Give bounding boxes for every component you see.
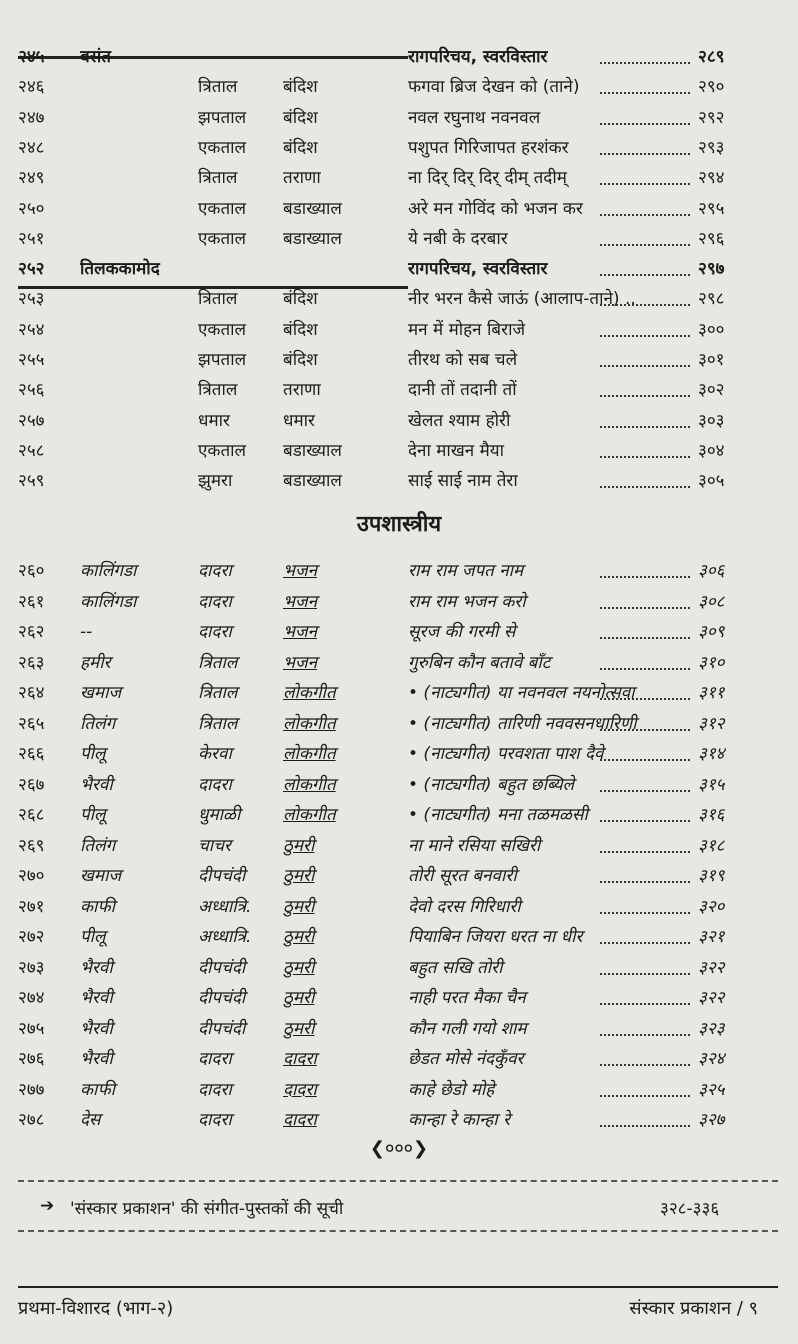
song-type: लोकगीत: [283, 774, 336, 795]
raga-name: खमाज: [80, 683, 122, 703]
page-number: ३०३: [698, 410, 725, 431]
taal-name: अध्धात्रि.: [198, 927, 252, 947]
song-type: बंदिश: [283, 350, 318, 370]
page-number: २९२: [698, 107, 725, 128]
song-title: ये नबी के दरबार: [408, 228, 508, 249]
page-number: ३२२: [698, 957, 725, 978]
entry-number: २५९: [18, 471, 45, 492]
page-number: ३०६: [698, 561, 725, 581]
taal-name: दीपचंदी: [198, 957, 246, 978]
taal-name: केरवा: [198, 744, 232, 764]
entry-number: २४५: [18, 47, 45, 67]
taal-name: धमार: [198, 410, 230, 431]
dot-leader: [600, 957, 690, 975]
raga-name: भैरवी: [80, 1018, 113, 1039]
dot-leader: [600, 319, 690, 337]
song-title: राम राम भजन करो: [408, 591, 526, 612]
dot-leader: [600, 440, 690, 458]
taal-name: दादरा: [198, 622, 232, 642]
dot-leader: [600, 652, 690, 670]
taal-name: त्रिताल: [198, 77, 238, 98]
raga-name: भैरवी: [80, 774, 113, 795]
song-title: • (नाट्यगीत) परवशता पाश दैवे: [408, 744, 604, 764]
dot-leader: [600, 228, 690, 246]
taal-name: चाचर: [198, 835, 231, 856]
toc-row: [0, 42, 798, 72]
page-number: ३२२: [698, 988, 725, 1008]
entry-number: २४८: [18, 137, 45, 158]
toc-row: [0, 831, 798, 861]
entry-number: २७६: [18, 1049, 45, 1069]
song-type: भजन: [283, 591, 317, 612]
song-title: रागपरिचय, स्वरविस्तार: [408, 47, 548, 67]
entry-number: २६८: [18, 805, 45, 825]
entry-number: २४६: [18, 77, 45, 98]
page-number: ३२१: [698, 927, 725, 947]
dot-leader: [600, 682, 690, 700]
song-title: काहे छेडो मोहे: [408, 1079, 495, 1100]
song-title: • (नाट्यगीत) या नवनवल नयनोत्सवा: [408, 683, 635, 703]
page-number: ३२३: [698, 1018, 725, 1039]
song-title: खेलत श्याम होरी: [408, 410, 511, 431]
dot-leader: [600, 107, 690, 125]
entry-number: २६०: [18, 561, 45, 581]
page-number: ३१२: [698, 713, 725, 734]
dot-leader: [600, 865, 690, 883]
song-type: बंदिश: [283, 107, 318, 128]
catalog-pages: ३२८-३३६: [660, 1199, 720, 1219]
song-title: फगवा ब्रिज देखन को (ताने): [408, 77, 580, 98]
song-type: बडाख्याल: [283, 198, 342, 219]
entry-number: २७०: [18, 866, 45, 886]
taal-name: दादरा: [198, 1049, 232, 1069]
entry-number: २६१: [18, 591, 45, 612]
page-number: २९७: [698, 259, 725, 280]
song-type: बंदिश: [283, 77, 318, 98]
raga-name: पीलू: [80, 805, 106, 825]
song-title: सूरज की गरमी से: [408, 622, 516, 642]
dot-leader: [600, 743, 690, 761]
raga-name: कालिंगडा: [80, 591, 137, 612]
dot-leader: [600, 198, 690, 216]
dot-leader: [600, 137, 690, 155]
toc-row: [0, 133, 798, 163]
song-type: दादरा: [283, 1110, 317, 1130]
toc-row: [0, 739, 798, 769]
song-type: लोकगीत: [283, 744, 336, 764]
raga-name: भैरवी: [80, 957, 113, 978]
entry-number: २७५: [18, 1018, 45, 1039]
entry-number: २७७: [18, 1079, 45, 1100]
page-number: ३१८: [698, 835, 725, 856]
song-type: लोकगीत: [283, 683, 336, 703]
raga-name: तिलककामोद: [80, 259, 160, 280]
entry-number: २५१: [18, 228, 45, 249]
page-number: ३२५: [698, 1079, 725, 1100]
song-title: तीरथ को सब चले: [408, 350, 518, 370]
raga-name: देस: [80, 1110, 101, 1130]
raga-name: हमीर: [80, 652, 111, 673]
toc-row: [0, 466, 798, 496]
taal-name: दादरा: [198, 1110, 232, 1130]
song-title: गुरुबिन कौन बतावे बाँट: [408, 652, 551, 673]
footer-page-number: संस्कार प्रकाशन / ९: [629, 1298, 758, 1319]
raga-name: तिलंग: [80, 835, 116, 856]
song-type: लोकगीत: [283, 805, 336, 825]
song-type: दादरा: [283, 1079, 317, 1100]
divider-dashed-bottom: [18, 1230, 778, 1232]
page-number: २९८: [698, 289, 725, 310]
song-type: बडाख्याल: [283, 471, 342, 492]
dot-leader: [600, 926, 690, 944]
song-title: ना माने रसिया सखिरी: [408, 835, 541, 856]
entry-number: २७२: [18, 927, 45, 947]
page-number: ३०२: [698, 380, 725, 401]
toc-row: [0, 556, 798, 586]
page-number: २८९: [698, 47, 725, 67]
song-title: नवल रघुनाथ नवनवल: [408, 107, 541, 128]
taal-name: एकताल: [198, 198, 247, 219]
song-type: बंदिश: [283, 289, 318, 310]
toc-row: [0, 983, 798, 1013]
taal-name: एकताल: [198, 228, 247, 249]
dot-leader: [600, 76, 690, 94]
page-number: २९६: [698, 228, 725, 249]
toc-row: [0, 1044, 798, 1074]
catalog-text: 'संस्कार प्रकाशन' की संगीत-पुस्तकों की सूची: [70, 1199, 344, 1219]
dot-leader: [600, 896, 690, 914]
page-number: २९५: [698, 198, 725, 219]
toc-row: [0, 72, 798, 102]
song-title: • (नाट्यगीत) बहुत छब्यिले: [408, 774, 575, 795]
entry-number: २४९: [18, 168, 45, 189]
song-type: ठुमरी: [283, 957, 315, 978]
page-number: ३२७: [698, 1110, 725, 1130]
song-title: कान्हा रे कान्हा रे: [408, 1110, 511, 1130]
song-title: मन में मोहन बिराजे: [408, 319, 526, 340]
toc-row: [0, 345, 798, 375]
taal-name: त्रिताल: [198, 168, 238, 189]
entry-number: २५८: [18, 440, 45, 461]
dot-leader: [600, 835, 690, 853]
entry-number: २६२: [18, 622, 45, 642]
page-number: ३१०: [698, 652, 725, 673]
page-number: ३०४: [698, 440, 725, 461]
dot-leader: [600, 1109, 690, 1127]
entry-number: २५७: [18, 410, 45, 431]
song-type: तराणा: [283, 380, 321, 401]
song-type: भजन: [283, 561, 317, 581]
dot-leader: [600, 804, 690, 822]
toc-row: [0, 375, 798, 405]
ornament: ❮०००❯: [369, 1138, 429, 1159]
page-number: ३२०: [698, 896, 725, 917]
song-type: ठुमरी: [283, 896, 315, 917]
taal-name: त्रिताल: [198, 289, 238, 310]
raga-name: पीलू: [80, 927, 106, 947]
toc-row: [0, 315, 798, 345]
song-type: ठुमरी: [283, 835, 315, 856]
song-title: दानी तों तदानी तों: [408, 380, 517, 401]
dot-leader: [600, 987, 690, 1005]
taal-name: दादरा: [198, 561, 232, 581]
raga-name: बसंत: [80, 47, 111, 67]
entry-number: २७८: [18, 1110, 45, 1130]
song-type: बंदिश: [283, 137, 318, 158]
divider-dashed-top: [18, 1180, 778, 1182]
page-number: २९३: [698, 137, 725, 158]
entry-number: २६७: [18, 774, 45, 795]
page-number: ३१५: [698, 774, 725, 795]
taal-name: एकताल: [198, 440, 247, 461]
section-heading: उपशास्त्रीय: [356, 512, 442, 537]
toc-row: [0, 678, 798, 708]
taal-name: एकताल: [198, 319, 247, 340]
toc-row: [0, 892, 798, 922]
dot-leader: [600, 288, 690, 306]
dot-leader: [600, 349, 690, 367]
toc-row: [0, 1075, 798, 1105]
page-number: ३०५: [698, 471, 725, 492]
taal-name: त्रिताल: [198, 380, 238, 401]
page-number: २९०: [698, 77, 725, 98]
raga-name: काफी: [80, 896, 115, 917]
page-number: ३२४: [698, 1049, 725, 1069]
song-type: दादरा: [283, 1049, 317, 1069]
song-type: बडाख्याल: [283, 440, 342, 461]
toc-row: [0, 922, 798, 952]
toc-row: [0, 163, 798, 193]
song-type: ठुमरी: [283, 866, 315, 886]
entry-number: २७१: [18, 896, 45, 917]
taal-name: झुमरा: [198, 471, 233, 492]
toc-row: [0, 254, 798, 284]
toc-row: [0, 284, 798, 314]
song-title: नीर भरन कैसे जाऊं (आलाप-ताने) ..: [408, 289, 636, 310]
dot-leader: [600, 410, 690, 428]
entry-number: २५४: [18, 319, 45, 340]
song-type: बडाख्याल: [283, 228, 342, 249]
taal-name: झपताल: [198, 107, 247, 128]
song-title: नाही परत मैका चैन: [408, 988, 526, 1008]
taal-name: एकताल: [198, 137, 247, 158]
toc-row: [0, 800, 798, 830]
footer-book-title: प्रथमा-विशारद (भाग-२): [18, 1298, 174, 1319]
entry-number: २६६: [18, 744, 45, 764]
page-number: ३१६: [698, 805, 725, 825]
raga-name: खमाज: [80, 866, 122, 886]
dot-leader: [600, 713, 690, 731]
entry-number: २५५: [18, 350, 45, 370]
toc-row: [0, 953, 798, 983]
toc-row: [0, 436, 798, 466]
song-type: ठुमरी: [283, 1018, 315, 1039]
entry-number: २६५: [18, 713, 45, 734]
entry-number: २५२: [18, 259, 45, 280]
raga-name: तिलंग: [80, 713, 116, 734]
taal-name: दीपचंदी: [198, 988, 246, 1008]
toc-row: [0, 224, 798, 254]
song-title: अरे मन गोविंद को भजन कर: [408, 198, 583, 219]
dot-leader: [600, 560, 690, 578]
song-title: साई साई नाम तेरा: [408, 471, 518, 492]
song-type: भजन: [283, 622, 317, 642]
taal-name: दादरा: [198, 1079, 232, 1100]
toc-row: [0, 617, 798, 647]
taal-name: दीपचंदी: [198, 866, 246, 886]
song-title: रागपरिचय, स्वरविस्तार: [408, 259, 548, 280]
toc-row: [0, 709, 798, 739]
page-number: ३०१: [698, 350, 725, 370]
entry-number: २७३: [18, 957, 45, 978]
dot-leader: [600, 1018, 690, 1036]
arrow-icon: ➔: [40, 1196, 55, 1216]
entry-number: २७४: [18, 988, 45, 1008]
page-number: ३०८: [698, 591, 725, 612]
dot-leader: [600, 46, 690, 64]
toc-row: [0, 648, 798, 678]
entry-number: २५६: [18, 380, 45, 401]
raga-name: --: [80, 622, 93, 642]
song-type: ठुमरी: [283, 927, 315, 947]
song-title: राम राम जपत नाम: [408, 561, 524, 581]
raga-name: पीलू: [80, 744, 106, 764]
taal-name: धुमाळी: [198, 805, 241, 825]
entry-number: २६३: [18, 652, 45, 673]
page-number: ३१९: [698, 866, 725, 886]
taal-name: त्रिताल: [198, 683, 238, 703]
song-title: कौन गली गयो शाम: [408, 1018, 527, 1039]
toc-row: [0, 103, 798, 133]
song-type: लोकगीत: [283, 713, 336, 734]
footer-rule: [18, 1286, 778, 1288]
song-type: बंदिश: [283, 319, 318, 340]
dot-leader: [600, 774, 690, 792]
dot-leader: [600, 591, 690, 609]
song-title: ना दिर् दिर् दिर् दीम् तदीम्: [408, 168, 567, 189]
toc-row: [0, 1014, 798, 1044]
song-type: भजन: [283, 652, 317, 673]
dot-leader: [600, 258, 690, 276]
taal-name: दादरा: [198, 774, 232, 795]
song-type: धमार: [283, 410, 315, 431]
toc-row: [0, 861, 798, 891]
song-title: पियाबिन जियरा धरत ना धीर: [408, 927, 583, 947]
raga-name: कालिंगडा: [80, 561, 137, 581]
song-title: छेडत मोसे नंदकुँवर: [408, 1049, 524, 1069]
toc-row: [0, 194, 798, 224]
song-title: पशुपत गिरिजापत हरशंकर: [408, 137, 569, 158]
song-title: • (नाट्यगीत) मना तळमळसी: [408, 805, 588, 825]
entry-number: २५३: [18, 289, 45, 310]
page-number: २९४: [698, 168, 725, 189]
dot-leader: [600, 621, 690, 639]
dot-leader: [600, 379, 690, 397]
taal-name: त्रिताल: [198, 652, 238, 673]
song-title: तोरी सूरत बनवारी: [408, 866, 517, 886]
taal-name: दीपचंदी: [198, 1018, 246, 1039]
page-number: ३११: [698, 683, 725, 703]
taal-name: झपताल: [198, 350, 247, 370]
entry-number: २६९: [18, 835, 45, 856]
entry-number: २४७: [18, 107, 45, 128]
page-number: ३१४: [698, 744, 725, 764]
dot-leader: [600, 167, 690, 185]
entry-number: २५०: [18, 198, 45, 219]
song-type: तराणा: [283, 168, 321, 189]
raga-name: काफी: [80, 1079, 115, 1100]
toc-row: [0, 587, 798, 617]
raga-name: भैरवी: [80, 1049, 113, 1069]
song-title: बहुत सखि तोरी: [408, 957, 503, 978]
page-number: ३००: [698, 319, 725, 340]
song-title: देना माखन मैया: [408, 440, 505, 461]
dot-leader: [600, 1048, 690, 1066]
taal-name: त्रिताल: [198, 713, 238, 734]
toc-row: [0, 770, 798, 800]
toc-row: [0, 406, 798, 436]
song-title: देवो दरस गिरिधारी: [408, 896, 521, 917]
taal-name: अध्धात्रि.: [198, 896, 252, 917]
dot-leader: [600, 470, 690, 488]
taal-name: दादरा: [198, 591, 232, 612]
dot-leader: [600, 1079, 690, 1097]
page-number: ३०९: [698, 622, 725, 642]
entry-number: २६४: [18, 683, 45, 703]
song-title: • (नाट्यगीत) तारिणी नववसनधारिणी: [408, 713, 637, 734]
toc-row: [0, 1105, 798, 1135]
raga-name: भैरवी: [80, 988, 113, 1008]
song-type: ठुमरी: [283, 988, 315, 1008]
